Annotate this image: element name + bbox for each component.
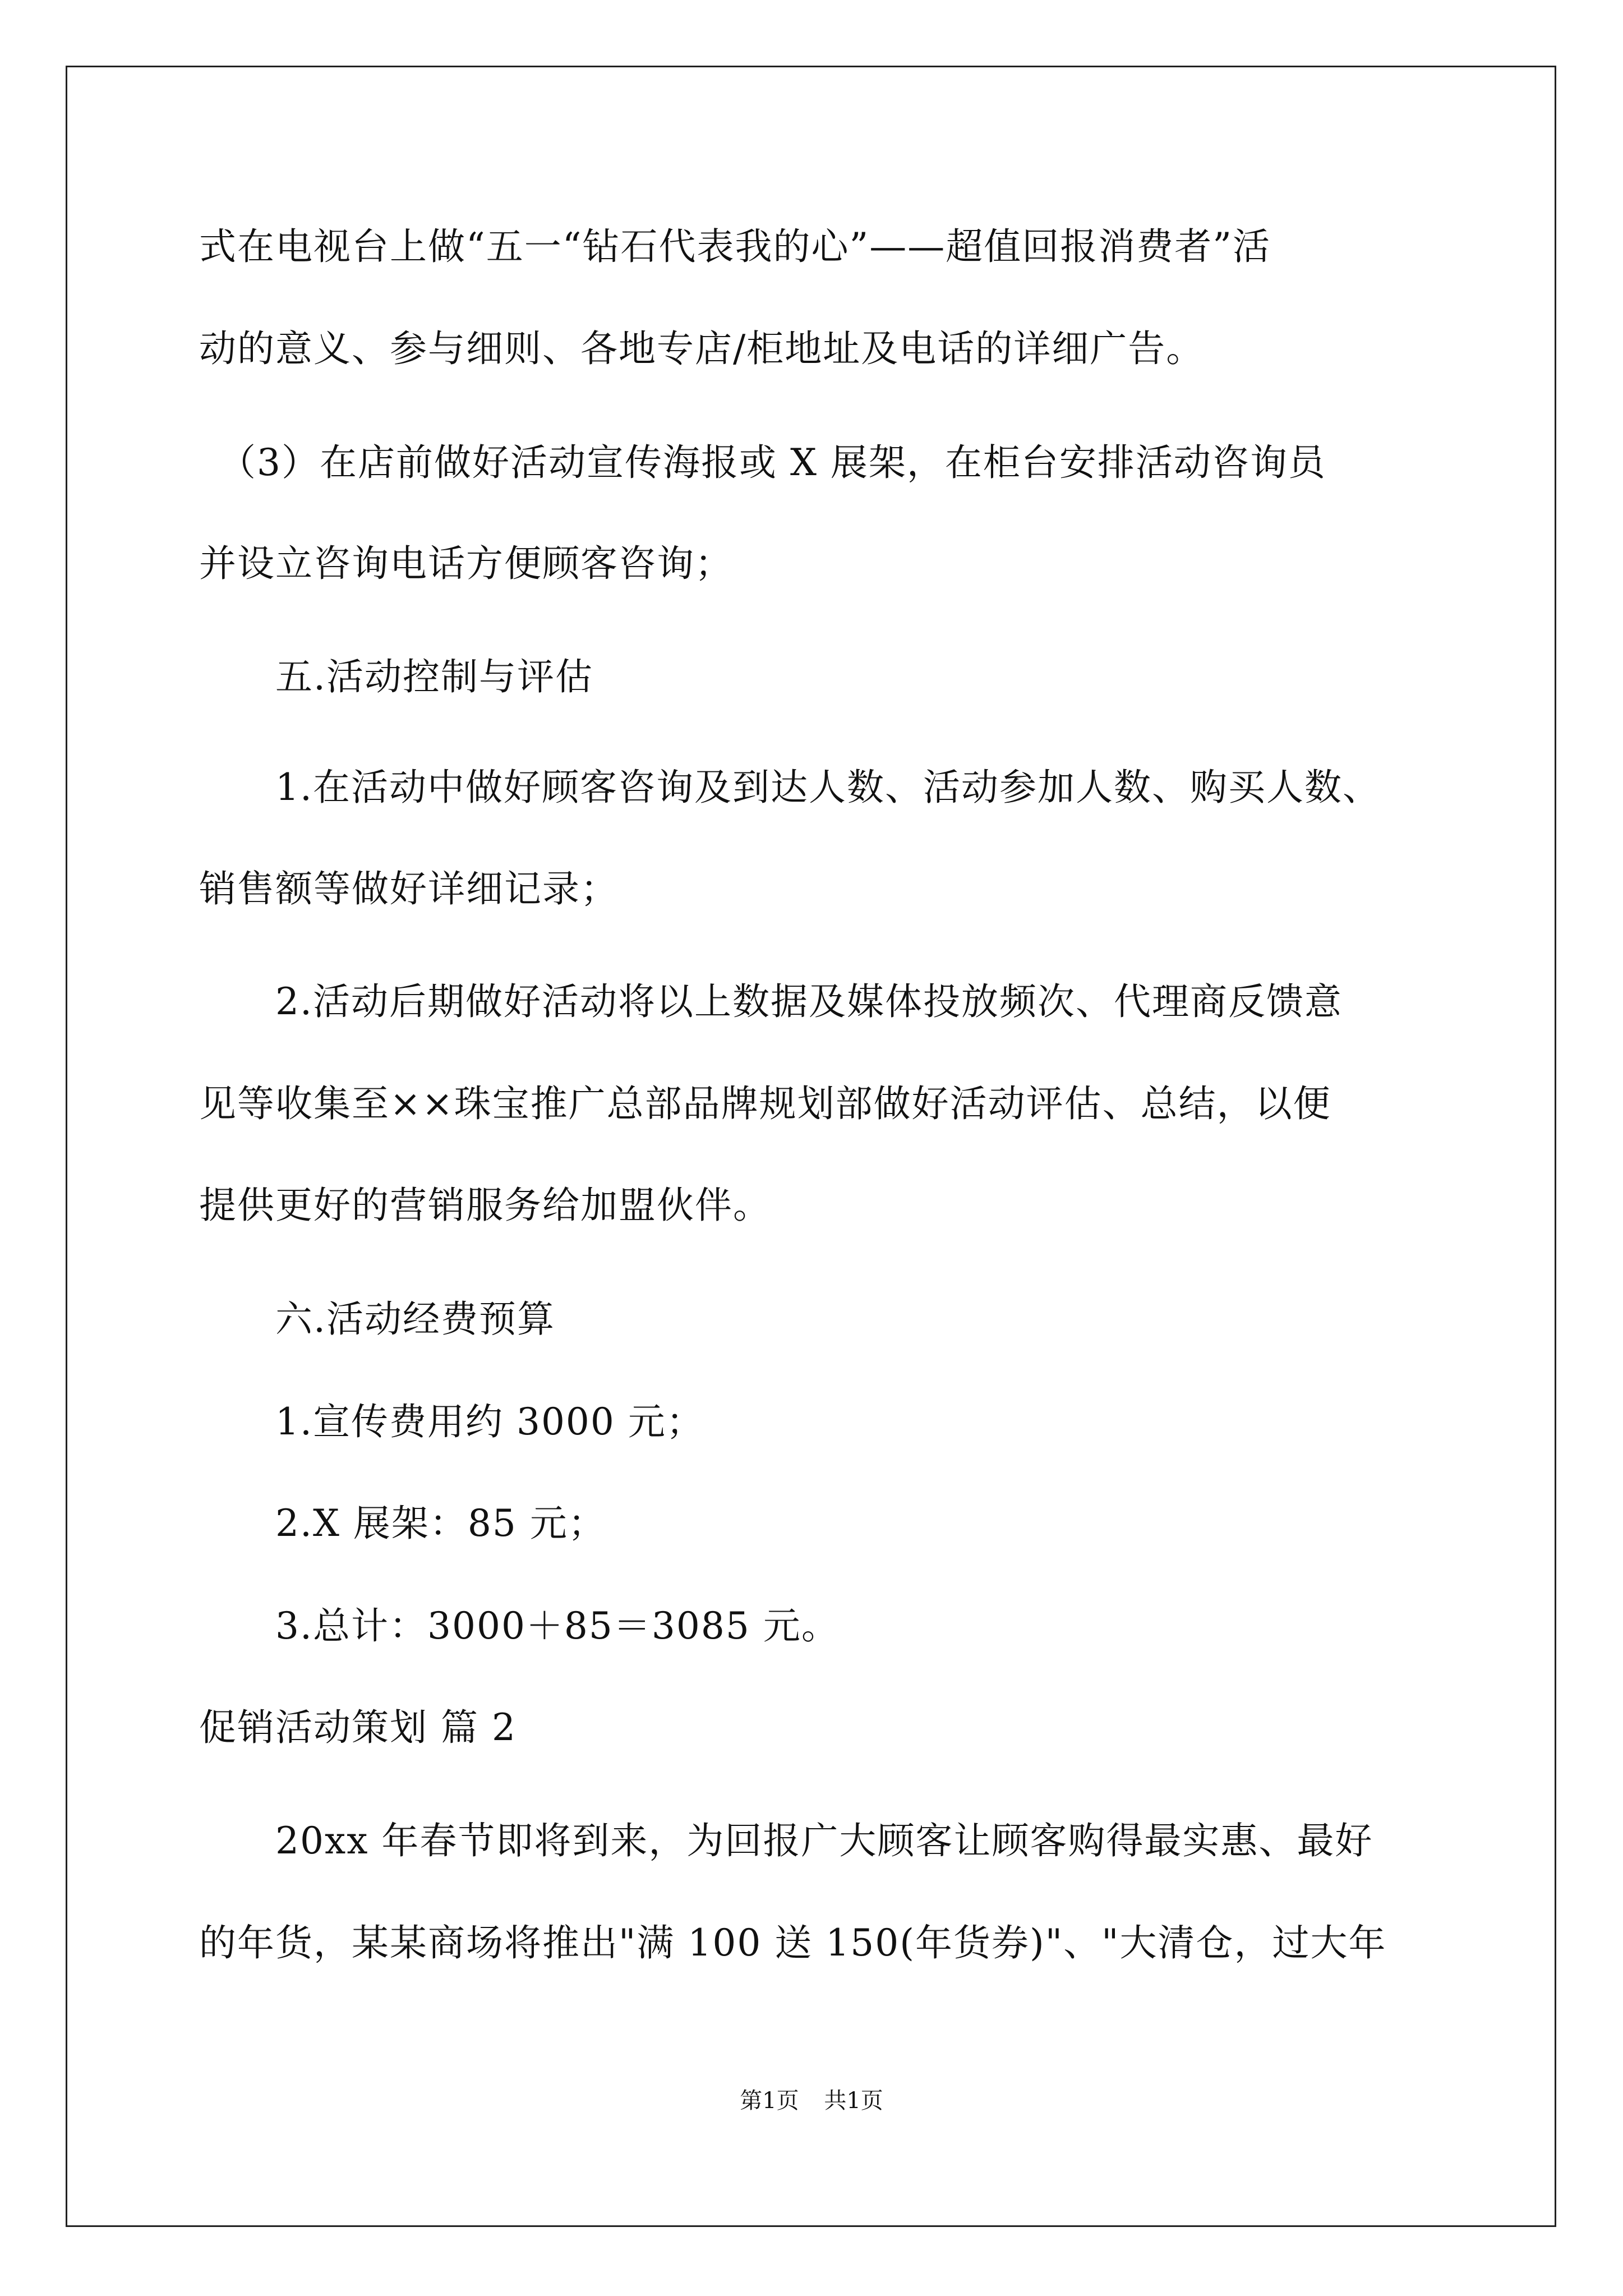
text-line: 提供更好的营销服务给加盟伙伴。 — [199, 1184, 771, 1227]
text-line: （3）在店前做好活动宣传海报或 X 展架，在柜台安排活动咨询员 — [199, 441, 1326, 484]
text-line: 1.在活动中做好顾客咨询及到达人数、活动参加人数、购买人数、 — [199, 766, 1381, 809]
text-line: 1.宣传费用约 3000 元； — [199, 1400, 704, 1443]
text-line: 的年货，某某商场将推出"满 100 送 150(年货券)"、"大清仓，过大年 — [199, 1921, 1387, 1964]
section-heading: 五.活动控制与评估 — [199, 655, 593, 698]
section-heading: 六.活动经费预算 — [199, 1297, 555, 1341]
text-line: 2.活动后期做好活动将以上数据及媒体投放频次、代理商反馈意 — [199, 980, 1343, 1023]
chapter-heading: 促销活动策划 篇 2 — [199, 1706, 517, 1749]
page-total: 共1页 — [824, 2088, 883, 2114]
text-line: 动的意义、参与细则、各地专店/柜地址及电话的详细广告。 — [199, 327, 1205, 370]
text-line: 见等收集至××珠宝推广总部品牌规划部做好活动评估、总结，以便 — [199, 1082, 1331, 1125]
text-line: 销售额等做好详细记录； — [199, 867, 619, 910]
text-line: 2.X 展架：85 元； — [199, 1502, 606, 1545]
text-line: 3.总计：3000＋85＝3085 元。 — [199, 1604, 840, 1648]
page-number: 第1页 — [740, 2088, 799, 2114]
page-footer — [0, 2087, 1623, 2115]
text-line: 式在电视台上做“五一“钻石代表我的心”——超值回报消费者”活 — [199, 225, 1271, 268]
page-border — [66, 66, 1556, 2227]
text-line: 20xx 年春节即将到来，为回报广大顾客让顾客购得最实惠、最好 — [199, 1819, 1373, 1862]
text-line: 并设立咨询电话方便顾客咨询； — [199, 542, 733, 585]
